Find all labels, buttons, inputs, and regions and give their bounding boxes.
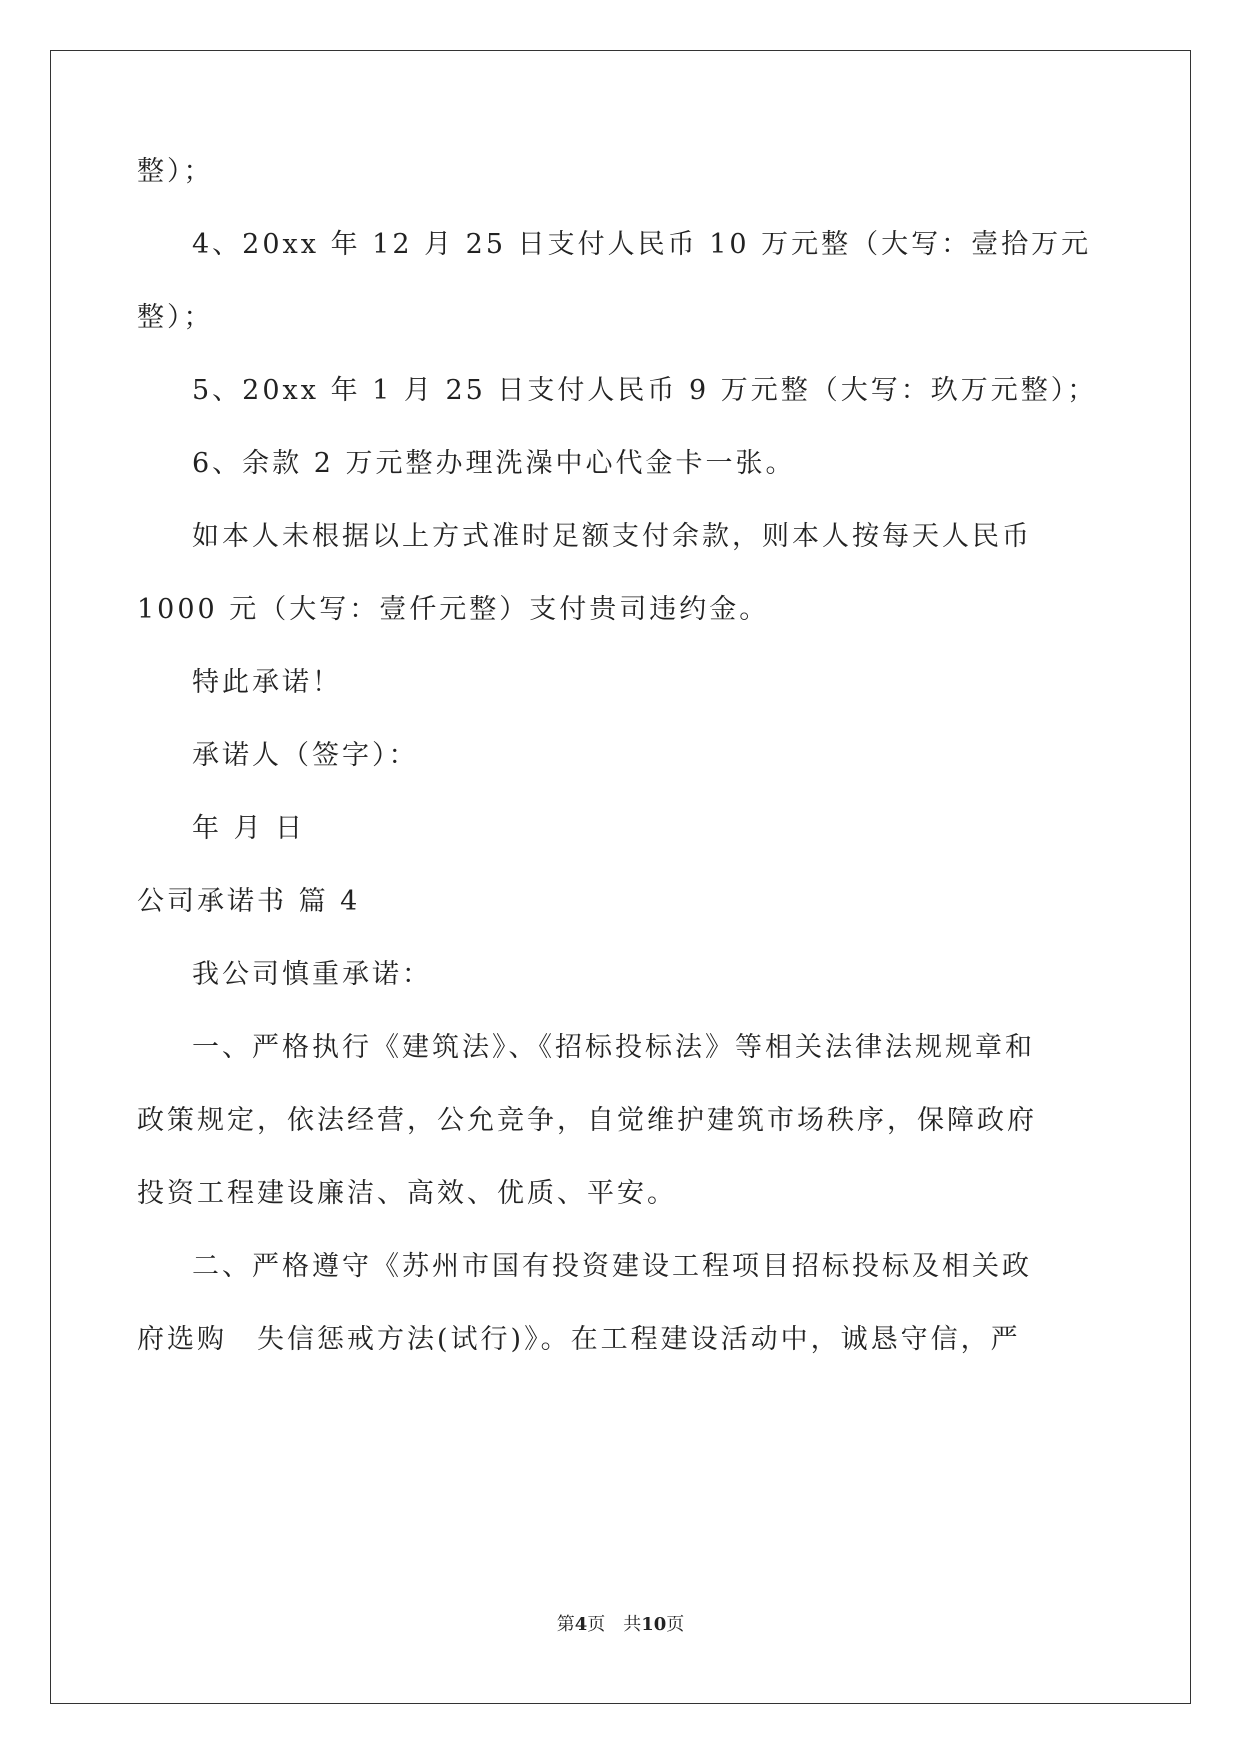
footer-mid: 页 共 (587, 1614, 642, 1635)
footer-suffix: 页 (666, 1614, 685, 1635)
text-line-4: 5、20xx 年 1 月 25 日支付人民币 9 万元整（大写：玖万元整）； (192, 375, 1098, 406)
text-line-6: 如本人未根据以上方式准时足额支付余款，则本人按每天人民币 (192, 521, 1032, 552)
footer-prefix: 第 (556, 1614, 575, 1635)
date-line: 年 月 日 (192, 813, 306, 844)
text-line-13: 一、严格执行《建筑法》、《招标投标法》等相关法律法规规章和 (192, 1032, 1035, 1063)
text-line-1: 整）； (137, 156, 214, 187)
text-line-17: 府选购 失信惩戒方法(试行)》。在工程建设活动中，诚恳守信，严 (137, 1324, 1021, 1355)
text-line-8: 特此承诺！ (192, 667, 342, 698)
text-line-9: 承诺人（签字）： (192, 740, 419, 771)
footer-total-pages: 10 (641, 1614, 667, 1635)
text-line-5: 6、余款 2 万元整办理洗澡中心代金卡一张。 (192, 448, 796, 479)
text-line-3: 整）； (137, 302, 214, 333)
text-line-15: 投资工程建设廉洁、高效、优质、平安。 (137, 1178, 677, 1209)
section-heading: 公司承诺书 篇 4 (137, 886, 361, 917)
text-line-16: 二、严格遵守《苏州市国有投资建设工程项目招标投标及相关政 (192, 1251, 1032, 1282)
text-line-7: 1000 元（大写：壹仟元整）支付贵司违约金。 (137, 594, 770, 625)
text-line-14: 政策规定，依法经营，公允竞争，自觉维护建筑市场秩序，保障政府 (137, 1105, 1037, 1136)
text-line-2: 4、20xx 年 12 月 25 日支付人民币 10 万元整（大写：壹拾万元 (192, 229, 1092, 260)
footer-page-number: 4 (574, 1614, 588, 1635)
page-border (50, 50, 1191, 1704)
page-footer (0, 1613, 1241, 1637)
text-line-12: 我公司慎重承诺： (192, 959, 432, 990)
